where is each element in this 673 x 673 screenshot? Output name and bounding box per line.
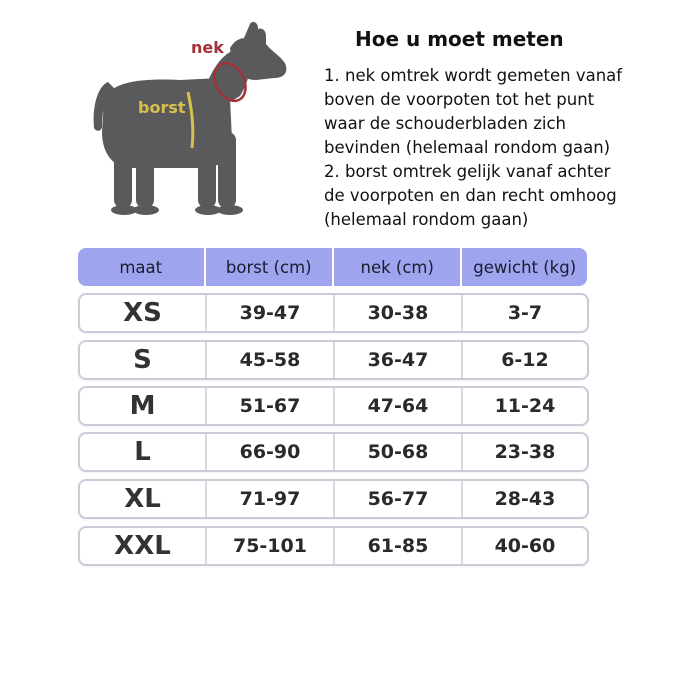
instruction-line: waar de schouderbladen zich [324,114,566,133]
instruction-line: de voorpoten en dan recht omhoog [324,186,617,205]
chest-label: borst [138,98,186,117]
neck-cell: 56-77 [333,481,461,517]
weight-cell: 6-12 [461,342,587,378]
instruction-line: bevinden (helemaal rondom gaan) [324,138,611,157]
weight-cell: 23-38 [461,434,587,470]
instruction-line: 2. borst omtrek gelijk vanaf achter [324,162,611,181]
instruction-line: (helemaal rondom gaan) [324,210,529,229]
neck-label: nek [191,38,224,57]
size-cell: M [129,391,156,421]
chest-cell: 75-101 [205,528,333,564]
dog-measurement-figure [80,22,300,222]
size-cell: XXL [114,531,171,561]
weight-cell: 40-60 [461,528,587,564]
table-row [78,432,589,472]
column-header-size: maat [119,257,163,277]
column-header-weight: gewicht (kg) [460,248,587,286]
size-table-header [78,248,587,286]
column-header-neck: nek (cm) [332,248,460,286]
weight-cell: 11-24 [461,388,587,424]
table-row [78,340,589,380]
chest-cell: 39-47 [205,295,333,331]
size-cell: S [133,345,152,375]
column-header-chest: borst (cm) [204,248,332,286]
table-row [78,479,589,519]
chest-cell: 66-90 [205,434,333,470]
dog-silhouette-icon [80,22,300,222]
weight-cell: 28-43 [461,481,587,517]
chest-cell: 51-67 [205,388,333,424]
weight-cell: 3-7 [461,295,587,331]
neck-cell: 36-47 [333,342,461,378]
neck-cell: 61-85 [333,528,461,564]
neck-cell: 30-38 [333,295,461,331]
neck-cell: 47-64 [333,388,461,424]
size-cell: XL [124,484,161,514]
instruction-line: 1. nek omtrek wordt gemeten vanaf [324,66,623,85]
table-row [78,526,589,566]
chest-cell: 45-58 [205,342,333,378]
measuring-instructions [324,64,669,232]
table-row [78,293,589,333]
page-title: Hoe u moet meten [355,27,564,51]
instruction-line: boven de voorpoten tot het punt [324,90,595,109]
size-cell: L [134,437,151,467]
neck-cell: 50-68 [333,434,461,470]
chest-cell: 71-97 [205,481,333,517]
size-cell: XS [123,298,162,328]
table-row [78,386,589,426]
